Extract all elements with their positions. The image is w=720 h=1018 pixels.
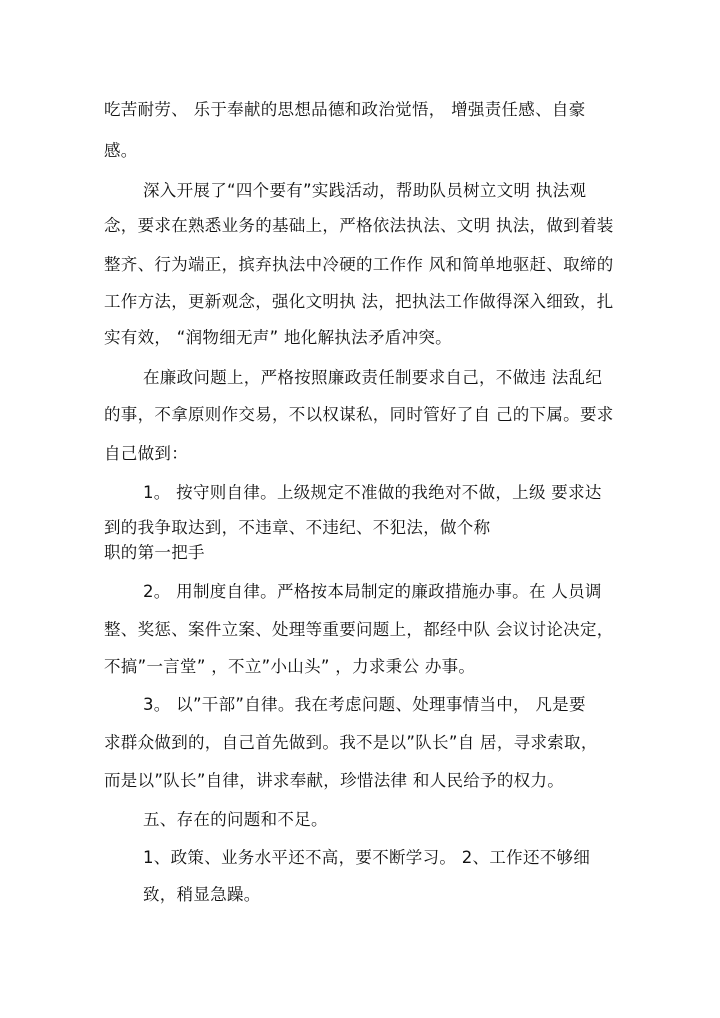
text-line: 工作方法，更新观念，强化文明执 法，把执法工作做得深入细致，扎 — [104, 292, 614, 311]
text-line: 深入开展了“四个要有”实践活动，帮助队员树立文明 执法观 — [143, 181, 587, 200]
text-line: 致，稍显急躁。 — [143, 885, 261, 904]
text-line: 感。 — [104, 141, 138, 160]
text-line: 念，要求在熟悉业务的基础上，严格依法执法、文明 执法，做到着装 — [104, 216, 614, 235]
text-line: 五、存在的问题和不足。 — [143, 810, 328, 829]
text-line: 1、政策、业务水平还不高，要不断学习。 2、工作还不够细 — [143, 848, 591, 867]
text-line: 整齐、行为端正，摈弃执法中冷硬的工作作 风和简单地驱赶、取缔的 — [104, 255, 614, 274]
text-line: 职的第一把手 — [104, 543, 205, 562]
text-line: 实有效， “润物细无声” 地化解执法矛盾冲突。 — [104, 328, 452, 347]
text-line: 而是以”队长”自律，讲求奉献，珍惜法律 和人民给予的权力。 — [104, 771, 565, 790]
text-line: 在廉政问题上，严格按照廉政责任制要求自己，不做违 法乱纪 — [143, 368, 603, 387]
text-line: 2。 用制度自律。严格按本局制定的廉政措施办事。在 人员调 — [143, 582, 602, 601]
text-line: 求群众做到的，自己首先做到。我不是以”队长”自 居，寻求索取， — [104, 733, 598, 752]
text-line: 自己做到： — [104, 444, 188, 463]
text-line: 1。 按守则自律。上级规定不准做的我绝对不做，上级 要求达 — [143, 483, 602, 502]
text-line: 3。 以”干部”自律。我在考虑问题、处理事情当中， 凡是要 — [143, 695, 586, 714]
text-line: 到的我争取达到，不违章、不违纪、不犯法，做个称 — [104, 518, 491, 537]
text-line: 的事，不拿原则作交易，不以权谋私，同时管好了自 己的下属。要求 — [104, 405, 614, 424]
text-line: 不搞”一言堂” ，不立”小山头” ，力求秉公 办事。 — [104, 657, 476, 676]
text-line: 吃苦耐劳、 乐于奉献的思想品德和政治觉悟， 增强责任感、自豪 — [104, 100, 586, 119]
text-line: 整、奖惩、案件立案、处理等重要问题上，都经中队 会议讨论决定， — [104, 620, 614, 639]
